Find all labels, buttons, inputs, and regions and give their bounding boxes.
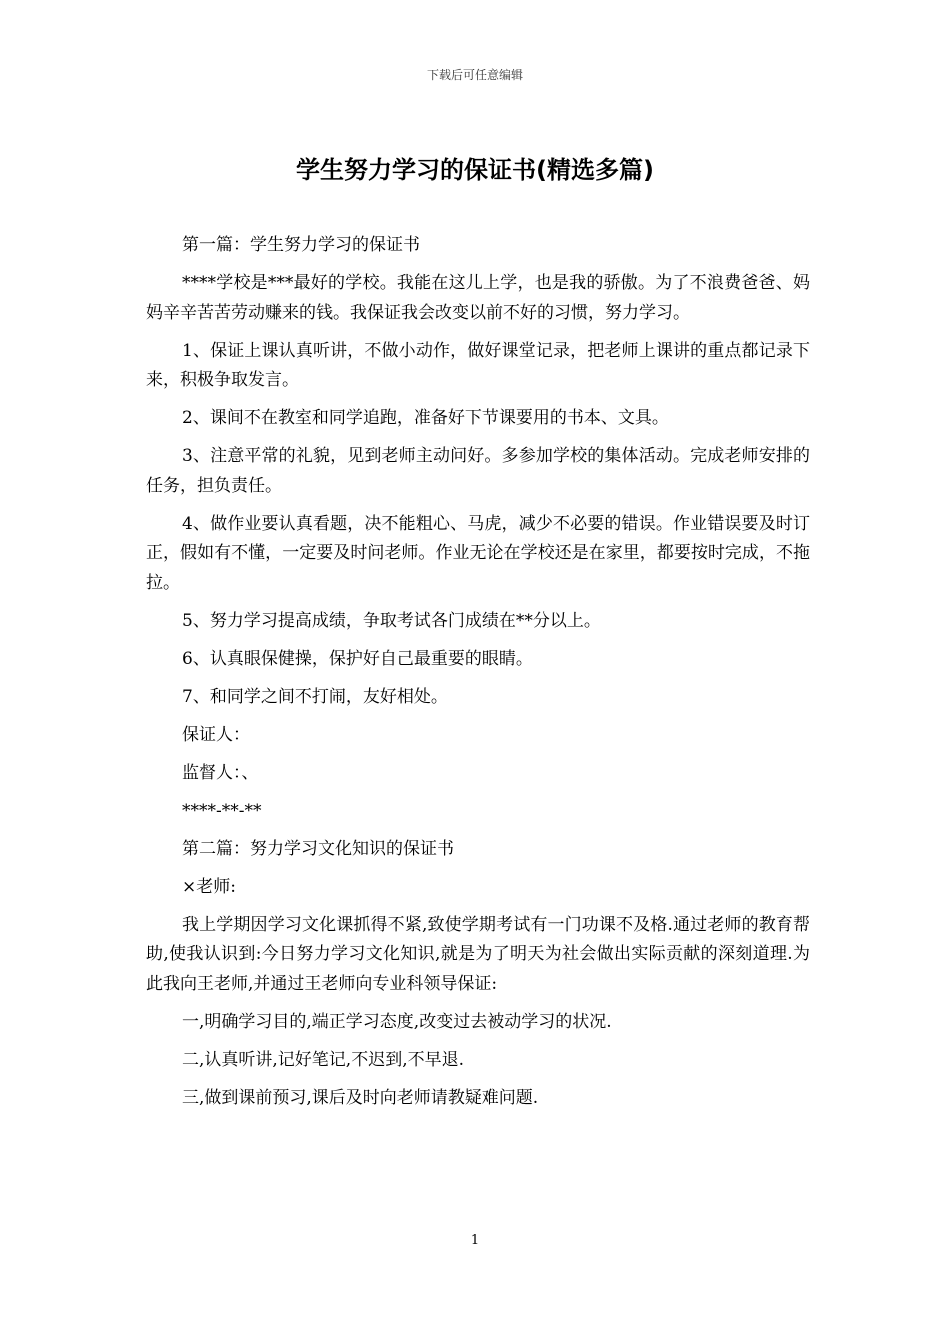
salutation: ×老师: <box>182 876 236 897</box>
list-item: 2、课间不在教室和同学追跑，准备好下节课要用的书本、文具。 <box>182 408 669 428</box>
section-heading: 第二篇：努力学习文化知识的保证书 <box>182 838 454 859</box>
section-heading: 第一篇：学生努力学习的保证书 <box>182 235 420 255</box>
page-header-note: 下载后可任意编辑 <box>426 68 523 82</box>
page-number: 1 <box>470 1233 480 1248</box>
list-item: 6、认真眼保健操，保护好自己最重要的眼睛。 <box>182 648 533 669</box>
list-item: 一,明确学习目的,端正学习态度,改变过去被动学习的状况. <box>182 1011 612 1032</box>
list-item: 1、保证上课认真听讲，不做小动作，做好课堂记录，把老师上课讲的重点都记录下来，积极争取发言。 <box>146 340 810 390</box>
body-paragraph: ****学校是***最好的学校。我能在这儿上学，也是我的骄傲。为了不浪费爸爸、妈妈辛辛苦苦劳动赚来的钱。我保证我会改变以前不好的习惯，努力学习。 <box>146 273 810 323</box>
list-item: 5、努力学习提高成绩，争取考试各门成绩在**分以上。 <box>182 610 601 631</box>
date-line: ****-**-** <box>182 800 262 821</box>
list-item: 二,认真听讲,记好笔记,不迟到,不早退. <box>182 1049 465 1070</box>
body-paragraph: 我上学期因学习文化课抓得不紧,致使学期考试有一门功课不及格.通过老师的教育帮助,使我认识到:今日努力学习文化知识,就是为了明天为社会做出实际贡献的深刻道理.为此我向王老师,并通过王老师向专业科领导保证: <box>146 914 810 994</box>
document-title: 学生努力学习的保证书(精选多篇) <box>296 156 654 184</box>
document-body <box>146 231 810 1122</box>
supervisor-line: 监督人：、 <box>182 762 259 783</box>
list-item: 三,做到课前预习,课后及时向老师请教疑难问题. <box>182 1087 539 1108</box>
list-item: 3、注意平常的礼貌，见到老师主动问好。多参加学校的集体活动。完成老师安排的任务，担负责任。 <box>146 446 810 496</box>
list-item: 7、和同学之间不打闹，友好相处。 <box>182 686 448 707</box>
list-item: 4、做作业要认真看题，决不能粗心、马虎，减少不必要的错误。作业错误要及时订正，假如有不懂，一定要及时问老师。作业无论在学校还是在家里，都要按时完成，不拖拉。 <box>146 513 810 593</box>
guarantor-line: 保证人： <box>182 724 250 745</box>
